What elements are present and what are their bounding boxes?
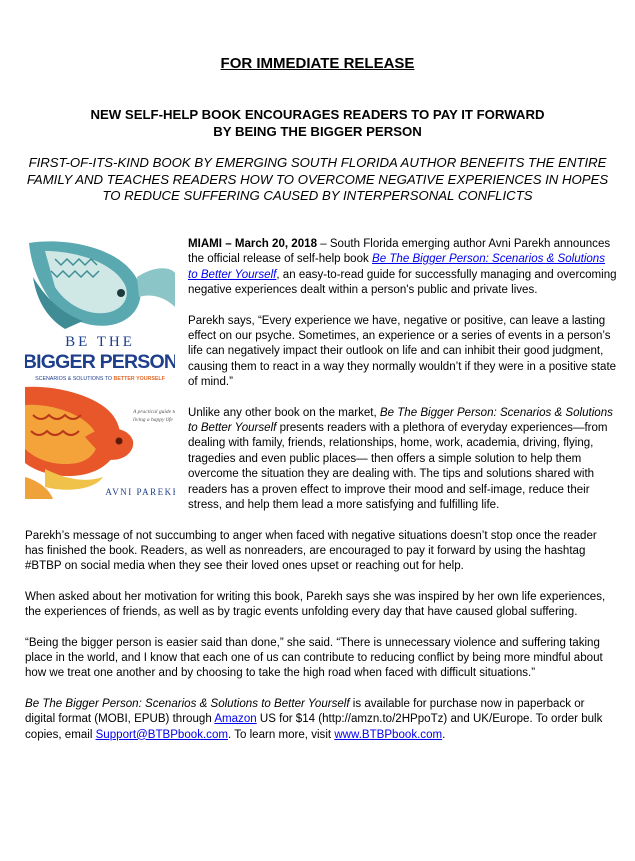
cover-title-line-2: BIGGER PERSON	[25, 351, 175, 373]
release-label: FOR IMMEDIATE RELEASE	[220, 55, 415, 72]
book-cover-image	[25, 237, 175, 501]
release-body	[25, 237, 617, 758]
paragraph-motivation: When asked about her motivation for writing this book, Parekh says she was inspired by her own life experiences, the experiences of friends, as well as by tragic events unfolding every day that have caused global suffering.	[25, 590, 606, 619]
paragraph-message: Parekh’s message of not succumbing to anger when faced with negative situations doesn’t stop once the reader has finished the book. Readers, as well as nonreaders, are encouraged to pay it forward by using the hashtag #BTBP on social media when they see their loved ones upset or reaching out for help.	[25, 529, 597, 573]
paragraph-announcement: MIAMI – March 20, 2018 – South Florida emerging author Avni Parekh announces the official release of self-help book Be The Bigger Person: Scenarios & Solutions to Better Yourself, an easy-to-read guide for successfully managing and overcoming negative experiences dealt within a person's public and private lives.	[188, 238, 617, 297]
cover-author: AVNI PAREKH	[105, 487, 175, 497]
paragraph-unlike: Unlike any other book on the market, Be The Bigger Person: Scenarios & Solutions to Better Yourself presents readers with a plethora of everyday experiences—from dealing with family, friends, relationships, home, work, academia, driving, flying, tragedies and even public places— then offers a simple solution to help them overcome the situation they are dealing with. The tips and solutions shared with readers has a proven effect to improve their mood and self-image, reduce their stress, and help them lead a more satisfying and fulfilling life.	[188, 406, 613, 512]
book-cover-svg	[25, 237, 175, 501]
website-link[interactable]: www.BTBPbook.com	[334, 728, 443, 741]
dateline: MIAMI – March 20, 2018	[188, 238, 317, 250]
book-title: Be The Bigger Person: Scenarios & Solutions to Better Yourself	[188, 406, 613, 435]
email-link[interactable]: Support@BTBPbook.com	[95, 728, 228, 741]
subheadline: FIRST-OF-ITS-KIND BOOK BY EMERGING SOUTH FLORIDA AUTHOR BENEFITS THE ENTIRE FAMILY AND TEACHES READERS HOW TO OVERCOME NEGATIVE EXPERIENCES IN HOPES TO REDUCE SUFFERING CAUSED BY INTERPERSONAL CONFLICTS	[26, 155, 609, 203]
book-title-link[interactable]: Be The Bigger Person: Scenarios & Solutions to Better Yourself	[188, 253, 606, 281]
headline-line-2: BY BEING THE BIGGER PERSON	[213, 124, 422, 139]
headline-line-1: NEW SELF-HELP BOOK ENCOURAGES READERS TO PAY IT FORWARD	[90, 107, 545, 122]
amazon-link[interactable]: Amazon	[214, 713, 257, 726]
headline	[40, 106, 595, 140]
cover-tagline-2: living a happy life	[133, 417, 173, 423]
book-title: Be The Bigger Person: Scenarios & Solutions to Better Yourself	[25, 697, 350, 710]
cover-title-line-1: BE THE	[65, 334, 135, 350]
cover-subtitle: SCENARIOS & SOLUTIONS TO BETTER YOURSELF	[35, 376, 165, 382]
paragraph-quote-2: “Being the bigger person is easier said than done,” she said. “There is unnecessary violence and suffering taking place in the world, and I know that each one of us can contribute to reducing conflict by being more mindful about how we treat one another and by choosing to take the high road when faced with difficult situations.”	[25, 636, 603, 680]
cover-tagline-1: A practical guide to	[133, 409, 175, 415]
paragraph-quote: Parekh says, “Every experience we have, negative or positive, can leave a lasting effect on our psyche. Sometimes, an experience or a series of events in a person’s life can negatively impact their outlook on life and can inhibit their good judgment, causing them to react in a way they normally wouldn’t if they were in a positive state of mind.”	[188, 314, 617, 389]
paragraph-availability: Be The Bigger Person: Scenarios & Solutions to Better Yourself is available for purchase now in paperback or digital format (MOBI, EPUB) through Amazon US for $14 (http://amzn.to/2HPpoTz) and UK/Europe. To order bulk copies, email Support@BTBPbook.com. To learn more, visit www.BTBPbook.com.	[25, 697, 603, 741]
